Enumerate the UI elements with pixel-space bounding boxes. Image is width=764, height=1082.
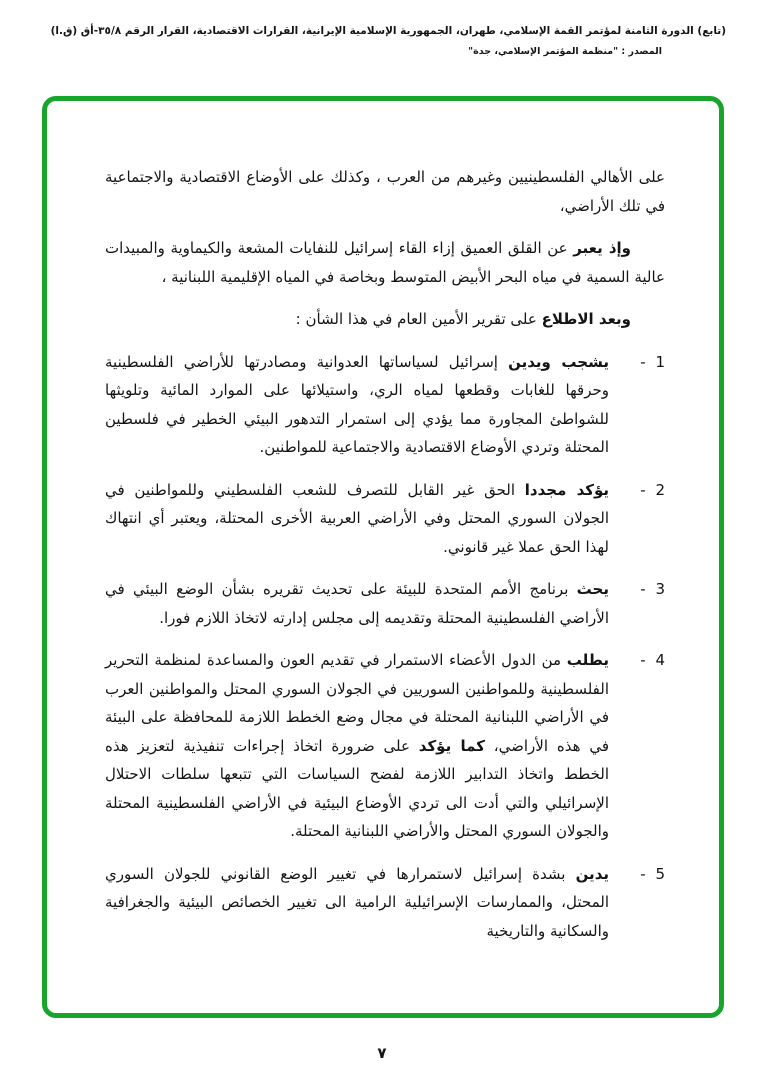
paragraph-preamble-concern (105, 234, 665, 291)
item-text (105, 575, 609, 632)
item-number: 3 - (640, 580, 665, 598)
paragraph-text: عن القلق العميق إزاء القاء إسرائيل للنفايات المشعة والكيماوية والمبيدات عالية السمية في مياه البحر الأبيض المتوسط وبخاصة في المياه الإقليمية اللبنانية ، (105, 239, 665, 286)
paragraph-lead: وبعد الاطلاع (541, 310, 631, 328)
item-lead: يحث (576, 580, 609, 598)
item-lead: يطلب (566, 651, 609, 669)
item-body-text: من الدول الأعضاء الاستمرار في تقديم العون والمساعدة لمنظمة التحرير الفلسطينية وللمواطنين السوريين في الجولان السوري المحتل والمواطنين العرب في الأراضي اللبنانية المحتلة في مجال وضع الخطط اللازمة للمحافظة على البيئة في هذه الأراضي، (105, 651, 609, 755)
list-item (105, 860, 665, 946)
item-text (105, 860, 609, 946)
item-number: 4 - (640, 651, 665, 669)
page-number: ٧ (377, 1044, 387, 1062)
list-item (105, 476, 665, 562)
item-number: 2 - (640, 480, 665, 499)
list-item (105, 575, 665, 632)
item-number: 5 - (640, 864, 665, 883)
item-body-text: الحق غير القابل للتصرف للشعب الفلسطيني وللمواطنين في الجولان السوري المحتل وفي الأراضي العربية الأخرى المحتلة، ويعتبر أي انتهاك لهذا الحق عملا غير قانوني. (105, 480, 609, 556)
item-body-text: بشدة إسرائيل لاستمرارها في تغيير الوضع القانوني للجولان السوري المحتل، والممارسات الإسرائيلية الرامية الى تغيير الخصائص البيئية والجغرافية والسكانية والتاريخية (105, 864, 609, 940)
paragraph-continuation (105, 163, 665, 220)
paragraph-preamble-report (105, 305, 665, 334)
item-body-text-secondary: على ضرورة اتخاذ إجراءات تنفيذية لتعزيز هذه الخطط واتخاذ التدابير اللازمة لفضح السياسات التي تتبعها سلطات الاحتلال الإسرائيلي والتي أدت الى تردي الأوضاع البيئية في الأراضي الفلسطينية المحتلة والجولان السوري المحتل والأراضي اللبنانية المحتلة. (105, 736, 609, 840)
document-body (47, 101, 719, 945)
paragraph-text: على تقرير الأمين العام في هذا الشأن : (295, 310, 542, 328)
list-item (105, 348, 665, 462)
item-lead-secondary: كما يؤكد (418, 736, 485, 755)
green-content-frame (42, 96, 724, 1018)
header-citation-line: (تابع) الدورة الثامنة لمؤتمر القمة الإسلامي، طهران، الجمهورية الإسلامية الإيرانية، القرارات الاقتصادية، القرار الرقم ٣٥/٨-أق (ق.ا) (50, 25, 726, 37)
item-number: 1 - (640, 352, 665, 371)
item-text (105, 646, 609, 846)
item-lead: يشجب ويدين (508, 352, 609, 371)
item-lead: يدين (575, 864, 609, 883)
item-lead: يؤكد مجددا (524, 480, 609, 499)
paragraph-text: على الأهالي الفلسطينيين وغيرهم من العرب ، وكذلك على الأوضاع الاقتصادية والاجتماعية في تلك الأراضي، (105, 168, 665, 215)
paragraph-lead: وإذ يعبر (573, 239, 631, 257)
item-text (105, 348, 609, 462)
item-body-text: برنامج الأمم المتحدة للبيئة على تحديث تقريره بشأن الوضع البيئي في الأراضي الفلسطينية المحتلة وتقديمه إلى مجلس إدارته لاتخاذ اللازم فورا. (105, 580, 609, 627)
item-text (105, 476, 609, 562)
header-source-line: المصدر : "منظمة المؤتمر الإسلامي، جدة" (468, 45, 662, 57)
list-item (105, 646, 665, 846)
document-header (0, 0, 764, 57)
item-body-text: إسرائيل لسياساتها العدوانية ومصادرتها للأراضي الفلسطينية وحرقها للغابات وقطعها لمياه الري، واستيلائها على الموارد المائية وتلويثها للشواطئ المجاورة مما يؤدي إلى استمرار التدهور البيئي الخطير في فلسطين المحتلة وتردي الأوضاع الاقتصادية والاجتماعية للمواطنين. (105, 352, 609, 456)
